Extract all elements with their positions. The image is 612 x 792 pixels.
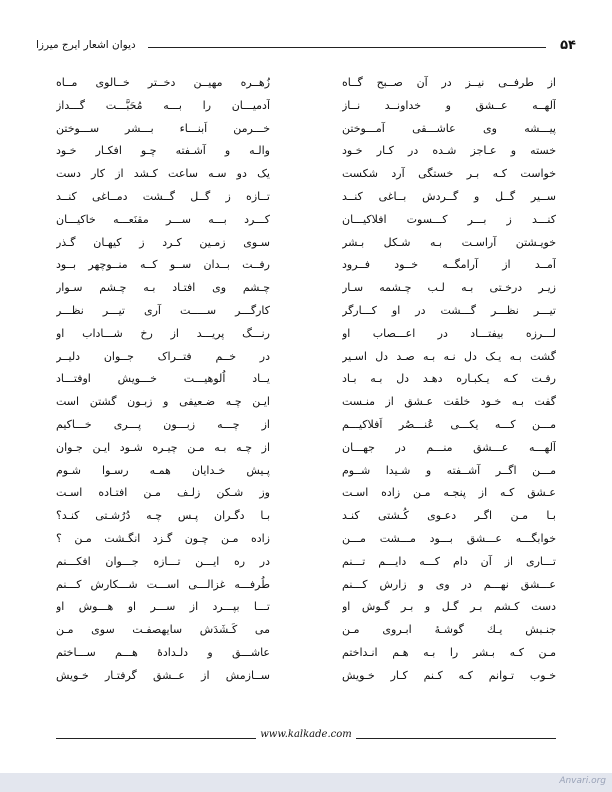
verse-row [56,551,556,574]
hemistich-left: زُهــره مهیــن دخــتر خــالوی مــاه [56,76,270,89]
hemistich-left: کارگـــر ســـــت آری تیـــر نظـــر [56,303,270,317]
hemistich-left: والـه و آشـفته چـو افكـار خـود [56,144,270,158]
hemistich-right: خـوب تـوانم کـه کـنم کـار خـویش [342,668,556,682]
verse-row [56,368,556,391]
hemistich-left: سـوی زمـین کـرد ز کیهـان گـذر [56,235,270,249]
verse-row [56,505,556,528]
hemistich-left: در خــم فتــراک جــوان دلیــر [56,349,270,363]
verse-row [56,437,556,460]
hemistich-right: از طرفــی نیــز در آن صــبح گــاه [342,76,556,89]
hemistich-left: یــاد اُلوهیـــت خـــویش اوفتـــاد [56,372,270,386]
verse-row [56,346,556,369]
hemistich-right: عـشق کـه از پنجـه مـن زاده اسـت [342,486,556,500]
hemistich-right: خسته و عـاجز شـده در کـار خـود [342,144,556,158]
verse-row [56,209,556,232]
hemistich-right: آلهـــه عـــشق منـــم در جهـــان [342,440,556,454]
verse-row [56,300,556,323]
hemistich-left: تـــا بپـــرد از ســـر او هـــوش او [56,600,270,614]
header-rule [148,47,546,48]
watermark-text: Anvari.org [559,776,606,786]
hemistich-left: ایـن چـه ضـعیفی و زبـون گشتن است [56,395,270,409]
hemistich-right: مـــن کـــه یكـــی عُنـــصُر اَفلاکیـــم [342,417,556,431]
verse-row [56,254,556,277]
page-number: ۵۴ [560,38,576,53]
hemistich-right: عـــشق نهـــم در وی و زارش کـــنم [342,577,556,591]
hemistich-right: کنـــد ز بـــر کـــسوت افلاکیـــان [342,212,556,226]
hemistich-left: طُرفـــه غزالـــی اســـت شـــكارش کـــنم [56,577,270,591]
hemistich-left: در ره ایـــن تـــازه جـــوان افكـــنم [56,554,270,568]
hemistich-right: دست کـشم بـر گـل و بـر گـوش او [342,600,556,614]
verse-row [56,186,556,209]
verse-row [56,596,556,619]
verse-row [56,528,556,551]
hemistich-left: یک دو سـه ساعت کـشد از کار دست [56,167,270,181]
verse-row [56,72,556,95]
hemistich-left: چـشم وی افتـاد بـه چـشم سـوار [56,281,270,295]
verse-row [56,460,556,483]
verse-row [56,277,556,300]
hemistich-left: وز شـكن زلـف مـن افتـاده اسـت [56,486,270,500]
footer-rule-right [356,738,556,739]
poem-body [56,72,556,688]
book-title: دیوان اشعار ایرج میرزا [36,39,136,51]
page-footer [56,729,556,745]
verse-row [56,118,556,141]
hemistich-right: جنـبش یـك گوشـهٔ ابـروی مـن [342,623,556,637]
hemistich-left: از چـــه زبـــون پـــری خـــاکیم [56,417,270,431]
hemistich-left: می کَـشَدَش سایهصفـت سوی مـن [56,623,270,637]
bottom-bar [0,773,612,792]
hemistich-right: پیـــشه وی عاشـــقی آمـــوختن [342,121,556,135]
hemistich-right: آلهــه عــشق و خداونــد نــاز [342,98,556,112]
hemistich-left: زاده مـن چـون گـزد انگـشت مـن ؟ [56,531,270,545]
hemistich-left: بـا دگـران پـس چـه دُرُشـتی کنـد؟ [56,509,270,523]
verse-row [56,619,556,642]
verse-row [56,163,556,186]
hemistich-right: زیـر درخـتی بـه لـب چـشمه سـار [342,281,556,295]
hemistich-left: عاشـــق و دلـدادهٔ هـــم ســـاختم [56,645,270,659]
footer-url: www.kalkade.com [260,729,352,740]
hemistich-right: لـــرزه بیفتـــاد در اعـــصاب او [342,326,556,340]
hemistich-left: خـــرمن اَبنـــاء بـــشر ســـوختن [56,121,270,135]
verse-row [56,232,556,255]
verse-row [56,482,556,505]
hemistich-right: ســیر گــل و گــردش بــاغی کنــد [342,189,556,203]
hemistich-left: از چـه بـه مـن چیـره شـود ایـن جـوان [56,440,270,454]
verse-row [56,574,556,597]
verse-row [56,140,556,163]
hemistich-left: پـیش خـدایان همـه رسـوا شـوم [56,463,270,477]
verse-row [56,665,556,688]
hemistich-right: مـــن اگــر آشــفته و شـیدا شــوم [342,463,556,477]
hemistich-left: کـــرد بـــه ســـر مقنَعـــه خاکیـــان [56,212,270,226]
hemistich-right: تیـــر نظـــر گـــشت در او کـــارگر [342,303,556,317]
verse-row [56,95,556,118]
hemistich-right: خواست کـه بـر خستگی آرد شكست [342,167,556,181]
hemistich-left: رفــت بــدان ســو کــه منــوچهر بــود [56,258,270,272]
hemistich-right: خویـشتن آراسـت بـه شـكل بـشر [342,235,556,249]
verse-row [56,391,556,414]
verse-row [56,323,556,346]
hemistich-left: رنـــگ پریـــد از رخ شـــاداب او [56,326,270,340]
hemistich-right: رفـت کـه یـکبـاره دهـد دل بـه بـاد [342,372,556,386]
verse-row [56,414,556,437]
hemistich-right: مـن کـه بـشر را بـه هـم انـداختم [342,645,556,659]
hemistich-left: ســازمش از عــشق گرفتـار خـویش [56,668,270,682]
hemistich-right: بـا مـن اگـر دعـوی کُـشتی کنـد [342,509,556,523]
hemistich-left: تــازه ز گــل گــشت دمــاغی کنــد [56,189,270,203]
hemistich-right: گشت بـه یـک دل نـه بـه صـد دل اسـیر [342,349,556,363]
hemistich-right: گفت بـه خـود خلقت عـشق از منـست [342,395,556,409]
hemistich-right: آمــد از آرامگــه خــود فــرود [342,258,556,272]
hemistich-left: آدمیـــان را بـــه مُحَبَّـــت گـــداز [56,98,270,112]
hemistich-right: تـــاری از آن دام کـــه دایـــم تـــنم [342,554,556,568]
page-header [36,36,576,58]
hemistich-right: خوابگـــه عـــشق بـــود مـــشت مـــن [342,531,556,545]
verse-row [56,642,556,665]
